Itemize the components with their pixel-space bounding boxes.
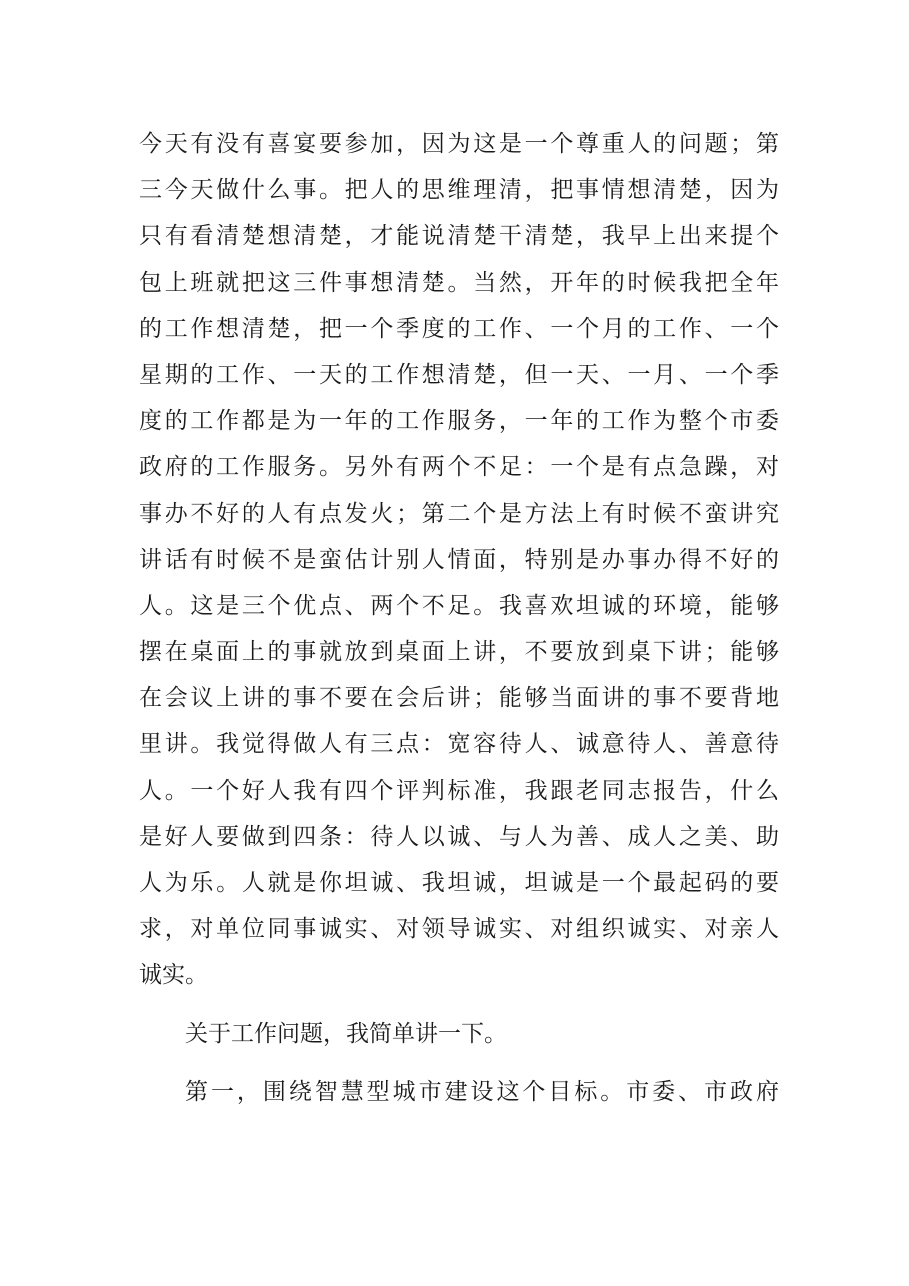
text-line: 只有看清楚想清楚，才能说清楚干清楚，我早上出来提个 [139,223,779,250]
paragraph-spacer [139,999,779,1011]
paragraph-3 [139,1069,779,1115]
text-line: 里讲。我觉得做人有三点：宽容待人、诚意待人、善意待 [139,731,779,758]
text-line: 度的工作都是为一年的工作服务，一年的工作为整个市委 [139,408,779,435]
text-line: 人为乐。人就是你坦诚、我坦诚，坦诚是一个最起码的要 [139,870,779,896]
text-line: 人。一个好人我有四个评判标准，我跟老同志报告，什么 [139,777,779,804]
text-line: 包上班就把这三件事想清楚。当然，开年的时候我把全年 [139,269,779,296]
text-line: 星期的工作、一天的工作想清楚，但一天、一月、一个季 [139,361,779,388]
text-line: 在会议上讲的事不要在会后讲；能够当面讲的事不要背地 [139,685,779,712]
text-line: 事办不好的人有点发火；第二个是方法上有时候不蛮讲究 [139,500,779,527]
text-line: 政府的工作服务。另外有两个不足：一个是有点急躁，对 [139,454,779,481]
text-line: 三今天做什么事。把人的思维理清，把事情想清楚，因为 [139,177,779,204]
text-line: 今天有没有喜宴要参加，因为这是一个尊重人的问题；第 [139,131,779,157]
document-body [139,121,779,1115]
text-line: 的工作想清楚，把一个季度的工作、一个月的工作、一个 [139,315,779,342]
paragraph-spacer [139,1057,779,1069]
paragraph-1 [139,121,779,999]
text-line: 是好人要做到四条：待人以诚、与人为善、成人之美、助 [139,823,779,850]
text-line: 讲话有时候不是蛮估计别人情面，特别是办事办得不好的 [139,546,779,573]
text-line: 求，对单位同事诚实、对领导诚实、对组织诚实、对亲人 [139,916,779,943]
text-line: 摆在桌面上的事就放到桌面上讲，不要放到桌下讲；能够 [139,639,779,666]
text-line: 第一，围绕智慧型城市建设这个目标。市委、市政府 [185,1078,779,1105]
text-line: 诚实。 [139,962,208,989]
paragraph-2 [139,1011,779,1057]
text-line: 关于工作问题，我简单讲一下。 [185,1020,507,1047]
text-line: 人。这是三个优点、两个不足。我喜欢坦诚的环境，能够 [139,592,779,619]
